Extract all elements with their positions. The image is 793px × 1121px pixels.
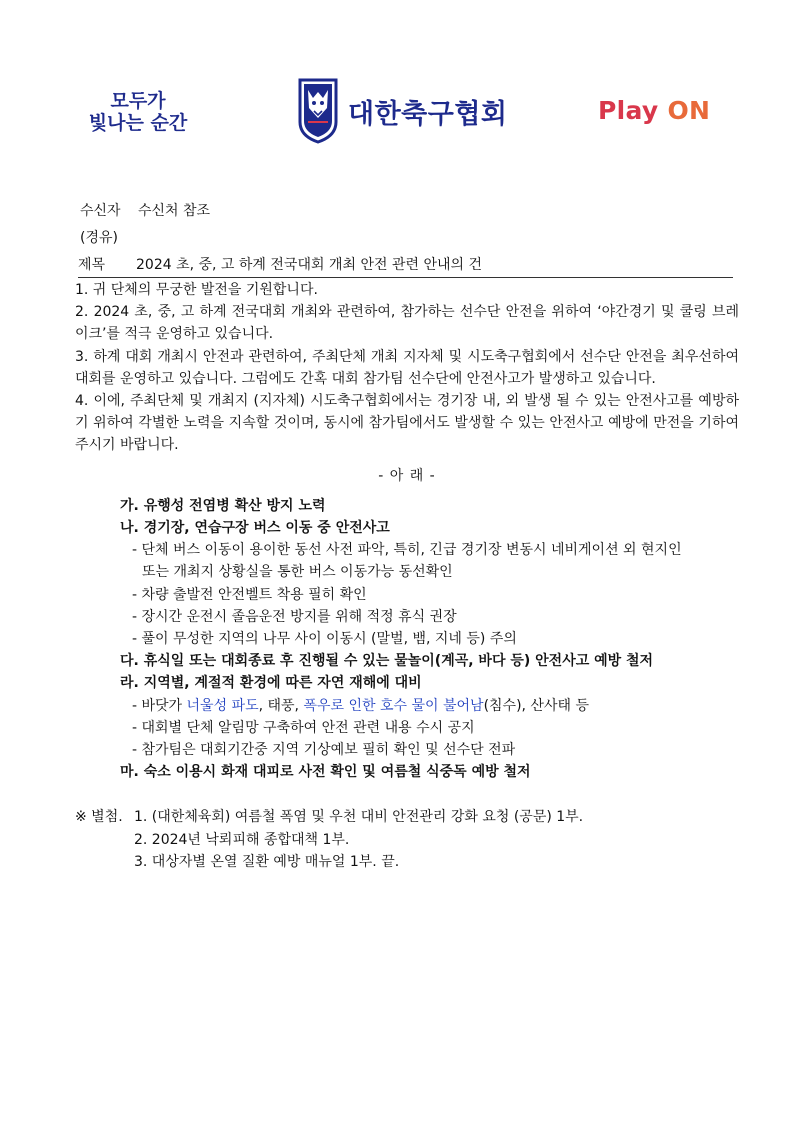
item-ma: 마. 숙소 이용시 화재 대피로 사전 확인 및 여름철 식중독 예방 철저 xyxy=(120,764,531,781)
paragraph-4: 4. 이에, 주최단체 및 개최지 (지자체) 시도축구협회에서는 경기장 내, 외 발생 될 수 있는 안전사고를 예방하기 위하여 각별한 노력을 지속할 것이며, 동시에 참가팀에서도 발생할 수 있는 안전사고 예방에 만전을 기하여 주시기 바랍니다. xyxy=(75,393,739,454)
item-ga: 가. 유행성 전염병 확산 방지 노력 xyxy=(120,497,326,514)
subject-label: 제목 xyxy=(78,256,106,273)
recipient-label: 수신자 xyxy=(80,202,121,219)
item-da: 다. 휴식일 또는 대회종료 후 진행될 수 있는 물놀이(계곡, 바다 등) 안전사고 예방 철저 xyxy=(120,653,654,670)
ra-sub-1-part-e: (침수), 산사태 등 xyxy=(483,697,589,714)
tiger-emblem-icon xyxy=(296,78,340,144)
item-ra: 라. 지역별, 계절적 환경에 따른 자연 재해에 대비 xyxy=(120,675,422,692)
ra-sub-1-flood: 폭우로 인한 호수 물이 불어남 xyxy=(303,697,484,714)
kfa-logo xyxy=(296,78,508,144)
attachment-2-text: 2. 2024년 낙뢰피해 종합대책 1부. xyxy=(134,831,350,848)
attachment-1-text: 1. (대한체육회) 여름철 폭염 및 우천 대비 안전관리 강화 요청 (공문) 1부. xyxy=(134,809,584,825)
attachment-2 xyxy=(75,829,739,852)
playon-logo xyxy=(598,96,710,125)
slogan-line-1: 모두가 xyxy=(110,90,166,112)
item-na-sub-3: - 장시간 운전시 졸음운전 방지를 위해 적정 휴식 권장 xyxy=(132,608,457,625)
recipient-value: 수신처 참조 xyxy=(138,202,211,219)
via-row xyxy=(80,223,740,250)
attachments xyxy=(75,806,739,874)
item-na: 나. 경기장, 연습구장 버스 이동 중 안전사고 xyxy=(120,520,390,537)
org-name: 대한축구협회 xyxy=(348,98,508,130)
via-label: (경유) xyxy=(80,229,118,246)
attachment-3 xyxy=(75,851,739,874)
paragraph-3: 3. 하계 대회 개최시 안전과 관련하여, 주최단체 개최 지자체 및 시도축구협회에서 선수단 안전을 최우선하여 대회를 운영하고 있습니다. 그럼에도 간혹 대회 참가팀 선수단에 안전사고가 발생하고 있습니다. xyxy=(75,348,739,387)
below-marker: - 아 래 - xyxy=(378,467,436,484)
playon-word-2: ON xyxy=(667,96,711,125)
recipient-row xyxy=(80,196,740,223)
subject-value: 2024 초, 중, 고 하계 전국대회 개최 안전 관련 안내의 건 xyxy=(136,256,482,273)
letterhead xyxy=(0,70,793,160)
item-ra-sub-2: - 대회별 단체 알림망 구축하여 안전 관련 내용 수시 공지 xyxy=(132,719,475,736)
ra-sub-1-part-a: - 바닷가 xyxy=(132,697,187,714)
item-na-sub-1: - 단체 버스 이동이 용이한 동선 사전 파악, 특히, 긴급 경기장 변동시 네비게이션 외 현지인 xyxy=(132,542,682,559)
item-na-sub-1-cont: 또는 개최지 상황실을 통한 버스 이동가능 동선확인 xyxy=(142,564,453,581)
slogan xyxy=(78,90,198,134)
paragraph-1: 1. 귀 단체의 무궁한 발전을 기원합니다. xyxy=(75,282,318,298)
item-ra-sub-1 xyxy=(132,695,740,717)
slogan-line-2: 빛나는 순간 xyxy=(88,112,188,134)
ra-sub-1-part-c: , 태풍, xyxy=(258,697,304,714)
ra-sub-1-swell: 너울성 파도 xyxy=(186,697,259,714)
subject-row xyxy=(78,250,733,278)
item-list xyxy=(120,495,740,784)
item-ra-sub-3: - 참가팀은 대회기간중 지역 기상예보 필히 확인 및 선수단 전파 xyxy=(132,742,516,759)
paragraph-2: 2. 2024 초, 중, 고 하계 전국대회 개최와 관련하여, 참가하는 선수단 안전을 위하여 ‘야간경기 및 쿨링 브레이크’를 적극 운영하고 있습니다. xyxy=(75,304,739,343)
attachment-3-text: 3. 대상자별 온열 질환 예방 매뉴얼 1부. 끝. xyxy=(134,854,400,870)
document-meta xyxy=(80,196,740,278)
item-na-sub-4: - 풀이 무성한 지역의 나무 사이 이동시 (말벌, 뱀, 지네 등) 주의 xyxy=(132,631,517,648)
attachment-1 xyxy=(75,806,739,829)
document-body xyxy=(75,279,739,783)
attachment-lead: ※ 별첨. xyxy=(75,809,123,825)
playon-word-1: Play xyxy=(598,96,668,125)
item-na-sub-2: - 차량 출발전 안전벨트 착용 필히 확인 xyxy=(132,586,367,603)
